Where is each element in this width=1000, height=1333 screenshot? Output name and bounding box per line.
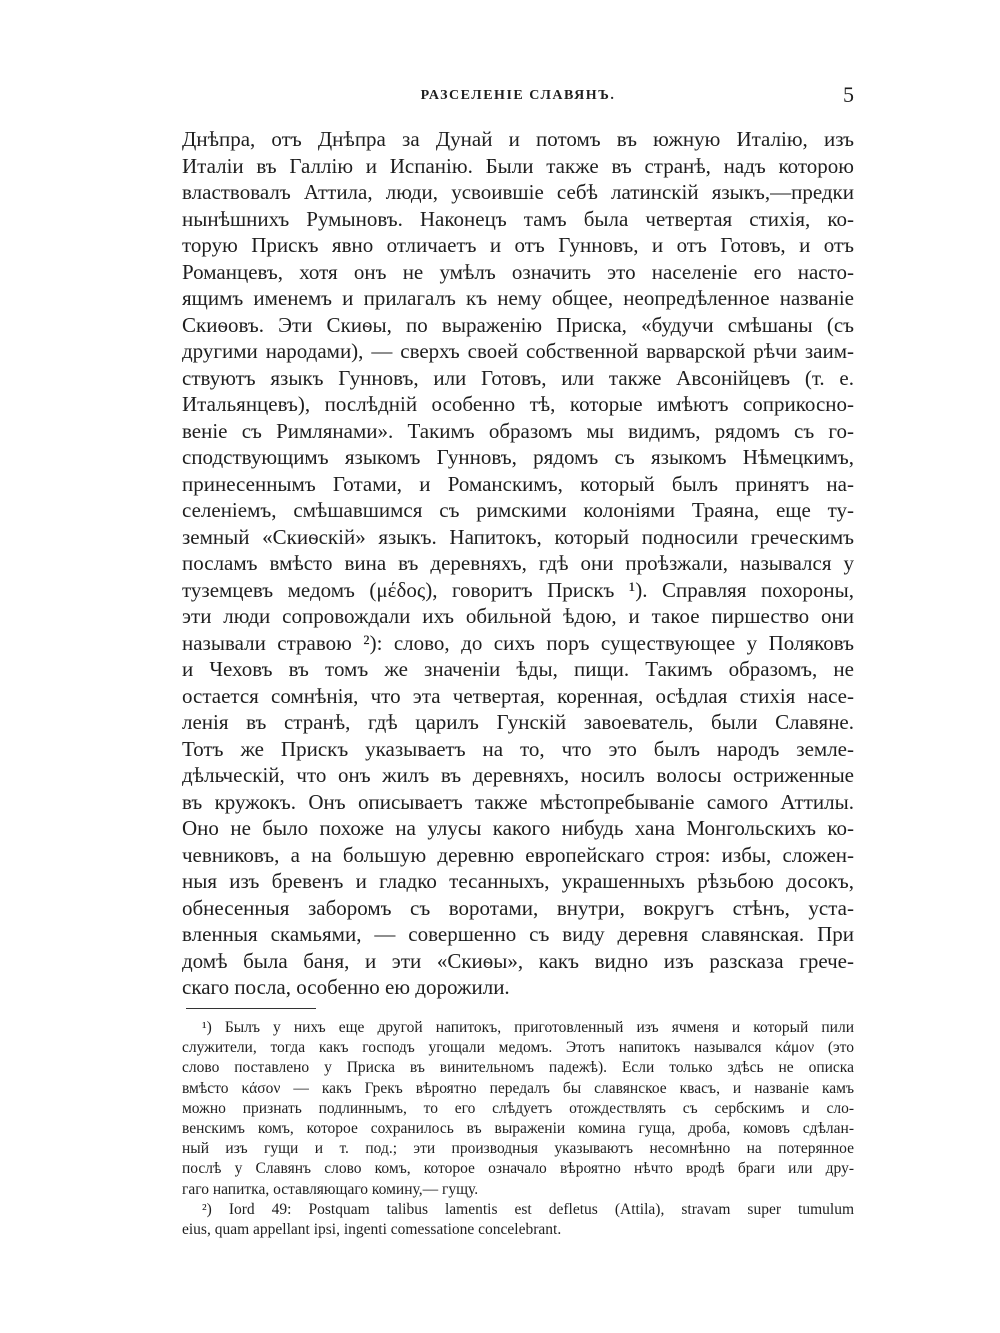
footnote-line: ный изъ гущи и т. под.; эти производныя указываютъ несомнѣнно на потерянное (182, 1140, 854, 1158)
footnote-line: ²) Iord 49: Postquam talibus lamentis est defletus (Attila), stravam super tumulum (202, 1200, 854, 1218)
text-line: скаго посла, особенно ею дорожили. (182, 975, 510, 999)
footnotes (182, 1018, 854, 1240)
text-line: торую Прискъ явно отличаетъ и отъ Гунновъ, и отъ Готовъ, и отъ (182, 233, 854, 257)
text-line: остается сомнѣнія, что эта четвертая, коренная, осѣдлая стихія насе- (182, 683, 854, 708)
text-line: нынѣшнихъ Румыновъ. Наконецъ тамъ была четвертая стихія, ко- (182, 206, 854, 231)
text-line: дѣльческій, что онъ жилъ въ деревняхъ, носилъ волосы остриженные (182, 763, 854, 787)
footnote-line: венскимъ комъ, которое сохранилось въ выраженіи комина гуща, дроба, комовъ сдѣлан- (182, 1119, 854, 1137)
text-line: обнесенныя заборомъ съ воротами, внутри, вокругъ стѣнъ, уста- (182, 895, 854, 920)
text-line: въ кружокъ. Онъ описываетъ также мѣстопребываніе самого Аттилы. (182, 789, 854, 814)
footnote-rule (186, 1008, 316, 1009)
text-line: Романцевъ, хотя онъ не умѣлъ означить это населеніе его насто- (182, 259, 854, 284)
text-line: ныя изъ бревенъ и гладко тесанныхъ, украшенныхъ рѣзьбою досокъ, (182, 869, 854, 893)
text-line: Днѣпра, отъ Днѣпра за Дунай и потомъ въ южную Италію, изъ (182, 127, 854, 151)
text-line: и Чеховъ въ томъ же значеніи ѣды, пищи. Такимъ образомъ, не (182, 657, 854, 681)
footnote-line: eius, quam appellant ipsi, ingenti comessatione concelebrant. (182, 1220, 562, 1238)
footnote-line: служители, тогда какъ господъ угощали медомъ. Этотъ напитокъ назывался κάμον (это (182, 1039, 854, 1057)
text-line: домѣ была баня, и эти «Скиѳы», какъ видно изъ разсказа грече- (182, 948, 854, 973)
main-text (182, 126, 854, 1001)
text-line: селеніемъ, смѣшавшимся съ римскими колоніями Траяна, еще ту- (182, 498, 854, 522)
text-line: земный «Скиѳскій» языкъ. Напитокъ, который подносили греческимъ (182, 524, 854, 549)
text-line: ствуютъ языкъ Гунновъ, или Готовъ, или также Авсонійцевъ (т. е. (182, 365, 854, 390)
running-title: РАЗСЕЛЕНІЕ СЛАВЯНЪ. (420, 88, 616, 103)
text-line: туземцевъ медомъ (μέδος), говоритъ Прискъ ¹). Справляя похороны, (182, 577, 854, 602)
text-line: посламъ вмѣсто вина въ деревняхъ, гдѣ они проѣзжали, назывался у (182, 551, 854, 575)
footnote-line: можно признать подлиннымъ, то его слѣдуетъ отождествлять съ сербскимъ и сло- (182, 1099, 854, 1117)
footnote-line: послѣ у Славянъ слово комъ, которое означало вѣроятно нѣчто вродѣ браги или дру- (182, 1160, 854, 1178)
text-line: принесеннымъ Готами, и Романскимъ, который былъ принятъ на- (182, 471, 854, 496)
text-line: вленныя скамьями, — совершенно съ виду деревня славянская. При (182, 922, 854, 946)
footnote-line: слово поставлено у Приска въ винительномъ падежѣ). Если только здѣсь не описка (182, 1059, 854, 1077)
text-line: Итальянцевъ), послѣдній особенно тѣ, которые имѣютъ соприкосно- (182, 392, 854, 416)
text-line: эти люди сопровождали ихъ обильной ѣдою, и такое пиршество они (182, 604, 854, 628)
running-head (182, 82, 854, 110)
text-line: называли стравою ²): слово, до сихъ поръ существующее у Поляковъ (182, 630, 854, 655)
text-line: веніе съ Римлянами». Такимъ образомъ мы видимъ, рядомъ съ го- (182, 418, 854, 443)
footnote-line: гаго напитка, оставляющаго комину,— гущу. (182, 1180, 479, 1198)
text-line: Тотъ же Прискъ указываетъ на то, что это былъ народъ земле- (182, 736, 854, 761)
text-line: Италіи въ Галлію и Испанію. Были также въ странѣ, надъ которою (182, 153, 854, 178)
page-number: 5 (843, 82, 854, 107)
text-line: ящимъ именемъ и прилагалъ къ нему общее, неопредѣленное названіе (182, 286, 854, 310)
text-line: сподствующимъ языкомъ Гунновъ, рядомъ съ языкомъ Нѣмецкимъ, (182, 445, 854, 469)
text-line: Скиѳовъ. Эти Скиѳы, по выраженію Приска, «будучи смѣшаны (съ (182, 312, 854, 337)
footnote-line: вмѣсто κάσον — какъ Грекъ вѣроятно передалъ бы славянское квасъ, и названіе камъ (182, 1079, 854, 1097)
text-line: другими народами), — сверхъ своей собственной варварской рѣчи заим- (182, 339, 854, 363)
text-line: ленія въ странѣ, гдѣ царилъ Гунскій завоеватель, были Славяне. (182, 710, 854, 734)
footnote-line: ¹) Былъ у нихъ еще другой напитокъ, приготовленный изъ ячменя и который пили (202, 1019, 854, 1036)
text-line: Оно не было похоже на улусы какого нибудь хана Монгольскихъ ко- (182, 816, 854, 840)
text-line: властвовалъ Аттила, люди, усвоившіе себѣ латинскій языкъ,—предки (182, 180, 854, 204)
text-line: чевниковъ, а на большую деревню европейскаго строя: избы, сложен- (182, 842, 854, 867)
